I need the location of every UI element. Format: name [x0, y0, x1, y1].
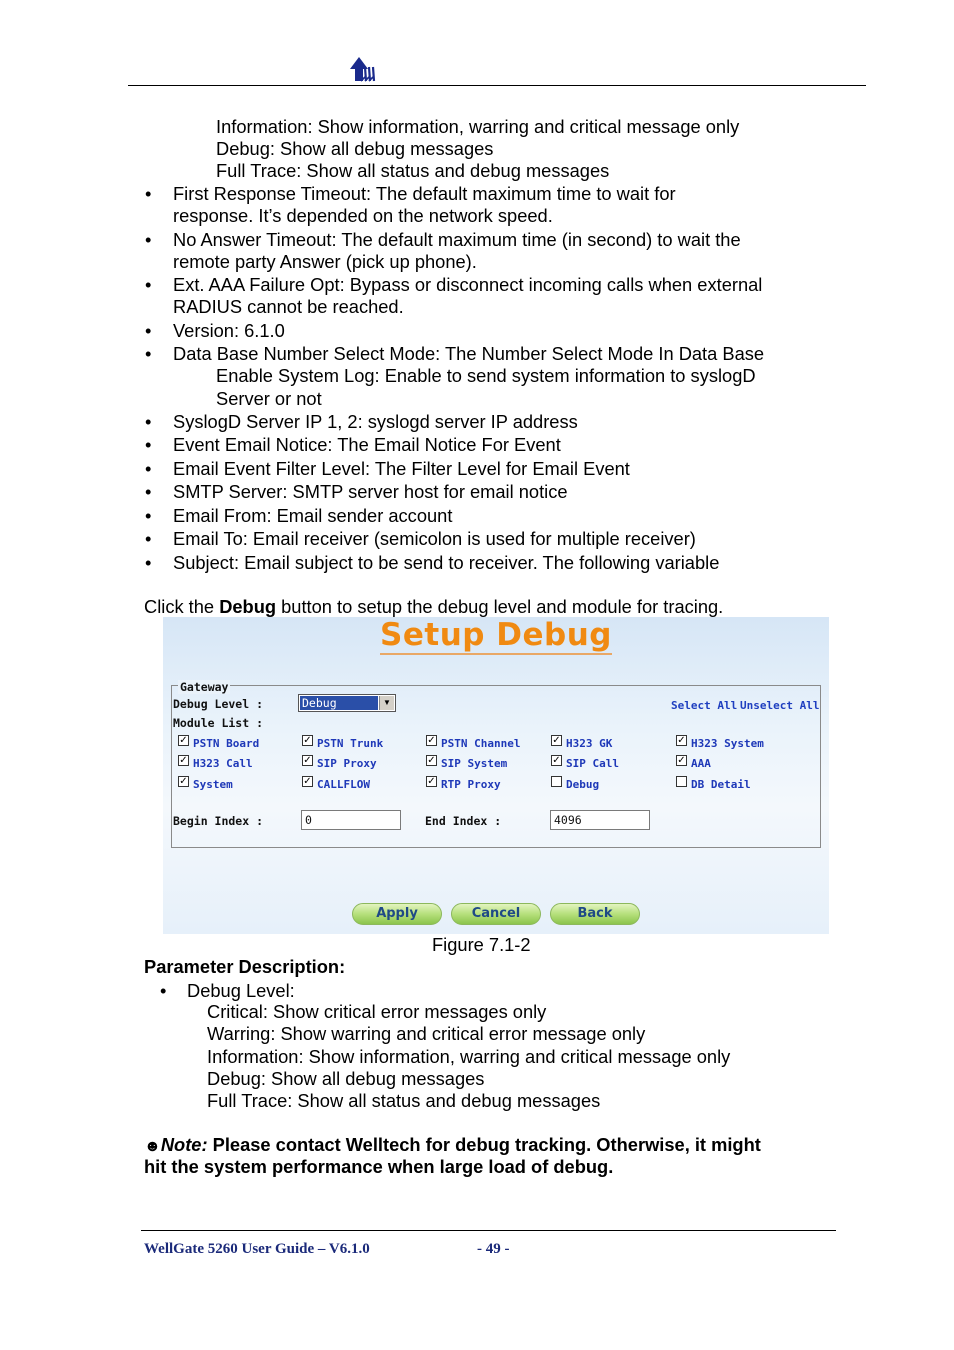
- module-list-label: Module List :: [173, 716, 264, 730]
- instruction-pre: Click the: [144, 596, 220, 617]
- figure-caption: Figure 7.1-2: [432, 934, 531, 955]
- header-rule: [128, 85, 866, 86]
- debug-level-line: Debug: Show all debug messages: [207, 1068, 485, 1089]
- module-checkbox[interactable]: ✓: [303, 755, 312, 766]
- unselect-all-link[interactable]: Unselect All: [740, 699, 820, 712]
- module-checkbox[interactable]: ✓: [179, 735, 188, 746]
- module-checkbox[interactable]: ✓: [427, 776, 436, 787]
- module-label: DB Detail: [691, 778, 751, 791]
- footer-title: WellGate 5260 User Guide – V6.1.0: [144, 1241, 370, 1257]
- footer-rule: [141, 1230, 836, 1231]
- bullet-text: remote party Answer (pick up phone).: [173, 251, 477, 272]
- note-text: Please contact Welltech for debug tracking. Otherwise, it might: [207, 1134, 761, 1155]
- module-label: PSTN Channel: [441, 737, 521, 750]
- bullet-text: Email To: Email receiver (semicolon is used for multiple receiver): [173, 528, 696, 549]
- bullet-dot: •: [145, 183, 152, 204]
- bullet-text: No Answer Timeout: The default maximum time (in second) to wait the: [173, 229, 741, 250]
- bullet-dot: •: [160, 980, 167, 1001]
- module-checkbox[interactable]: ✓: [303, 735, 312, 746]
- debug-level-line: Warring: Show warring and critical error message only: [207, 1023, 646, 1044]
- module-label: CALLFLOW: [317, 778, 370, 791]
- bullet-dot: •: [145, 505, 152, 526]
- bullet-dot: •: [145, 434, 152, 455]
- end-index-label: End Index :: [425, 814, 502, 828]
- bullet-text: SMTP Server: SMTP server host for email notice: [173, 481, 568, 502]
- select-all-link[interactable]: Select All: [671, 699, 738, 712]
- page-number: - 49 -: [477, 1241, 510, 1257]
- debug-level-value: Debug: [300, 696, 378, 710]
- apply-button[interactable]: Apply: [352, 903, 442, 925]
- begin-index-label: Begin Index :: [173, 814, 264, 828]
- module-checkbox[interactable]: ✓: [179, 776, 188, 787]
- note-line: [144, 1134, 761, 1158]
- instruction-line: [144, 596, 723, 618]
- module-label: Debug: [566, 778, 600, 791]
- instruction-post: button to setup the debug level and module for tracing.: [276, 596, 724, 617]
- param-heading: Parameter Description:: [144, 956, 346, 977]
- module-label: RTP Proxy: [441, 778, 501, 791]
- bullet-text: Email Event Filter Level: The Filter Level for Email Event: [173, 458, 630, 479]
- module-checkbox[interactable]: ✓: [552, 735, 561, 746]
- debug-level-line: Critical: Show critical error messages only: [207, 1001, 547, 1022]
- module-label: SIP Proxy: [317, 757, 377, 770]
- intro-line: Full Trace: Show all status and debug messages: [216, 160, 610, 181]
- welltech-logo-icon: [348, 55, 378, 83]
- bullet-dot: •: [145, 274, 152, 295]
- bullet-dot: •: [145, 552, 152, 573]
- module-label: AAA: [691, 757, 711, 770]
- bullet-text: Event Email Notice: The Email Notice For Event: [173, 434, 561, 455]
- setup-debug-screenshot: [163, 617, 829, 934]
- end-index-input[interactable]: 4096: [550, 810, 650, 830]
- debug-level-label: Debug Level :: [173, 697, 264, 711]
- module-checkbox[interactable]: ✓: [179, 755, 188, 766]
- bullet-text: Data Base Number Select Mode: The Number Select Mode In Data Base: [173, 343, 765, 364]
- syslog-line: Enable System Log: Enable to send system information to syslogD: [216, 365, 756, 386]
- module-checkbox[interactable]: ✓: [677, 735, 686, 746]
- intro-line: Information: Show information, warring and critical message only: [216, 116, 740, 137]
- bullet-dot: •: [145, 458, 152, 479]
- gateway-group-label: Gateway: [180, 680, 229, 694]
- syslog-line: Server or not: [216, 388, 322, 409]
- debug-level-line: Full Trace: Show all status and debug messages: [207, 1090, 601, 1111]
- bullet-text: Version: 6.1.0: [173, 320, 285, 341]
- bullet-dot: •: [145, 481, 152, 502]
- module-label: System: [193, 778, 233, 791]
- bullet-text: response. It’s depended on the network speed.: [173, 205, 553, 226]
- intro-line: Debug: Show all debug messages: [216, 138, 494, 159]
- note-label: Note:: [160, 1134, 208, 1155]
- bullet-text: Ext. AAA Failure Opt: Bypass or disconnect incoming calls when external: [173, 274, 763, 295]
- module-label: PSTN Trunk: [317, 737, 384, 750]
- bullet-dot: •: [145, 343, 152, 364]
- module-checkbox[interactable]: ✓: [427, 755, 436, 766]
- debug-level-select[interactable]: [298, 694, 396, 712]
- note-line-2: hit the system performance when large load of debug.: [144, 1156, 614, 1177]
- module-checkbox[interactable]: [551, 776, 562, 787]
- module-checkbox[interactable]: ✓: [303, 776, 312, 787]
- bullet-text: Subject: Email subject to be send to receiver. The following variable: [173, 552, 720, 573]
- bullet-dot: •: [145, 229, 152, 250]
- smiley-icon: ☻: [144, 1138, 161, 1155]
- module-label: H323 System: [691, 737, 764, 750]
- module-checkbox[interactable]: ✓: [427, 735, 436, 746]
- bullet-dot: •: [145, 528, 152, 549]
- setup-debug-title: Setup Debug: [380, 617, 612, 653]
- bullet-dot: •: [145, 411, 152, 432]
- module-checkbox[interactable]: [676, 776, 687, 787]
- begin-index-input[interactable]: 0: [301, 810, 401, 830]
- module-label: H323 GK: [566, 737, 613, 750]
- bullet-dot: •: [145, 320, 152, 341]
- module-label: H323 Call: [193, 757, 253, 770]
- module-checkbox[interactable]: ✓: [552, 755, 561, 766]
- module-checkbox[interactable]: ✓: [677, 755, 686, 766]
- module-label: SIP Call: [566, 757, 619, 770]
- bullet-text: RADIUS cannot be reached.: [173, 296, 404, 317]
- bullet-text: First Response Timeout: The default maximum time to wait for: [173, 183, 676, 204]
- cancel-button[interactable]: Cancel: [451, 903, 541, 925]
- back-button[interactable]: Back: [550, 903, 640, 925]
- bullet-text: Email From: Email sender account: [173, 505, 453, 526]
- bullet-text: SyslogD Server IP 1, 2: syslogd server IP address: [173, 411, 578, 432]
- instruction-bold: Debug: [219, 596, 277, 617]
- chevron-down-icon[interactable]: ▼: [379, 696, 394, 710]
- debug-level-bullet: Debug Level:: [187, 980, 295, 1001]
- debug-level-line: Information: Show information, warring and critical message only: [207, 1046, 731, 1067]
- module-label: PSTN Board: [193, 737, 260, 750]
- module-label: SIP System: [441, 757, 508, 770]
